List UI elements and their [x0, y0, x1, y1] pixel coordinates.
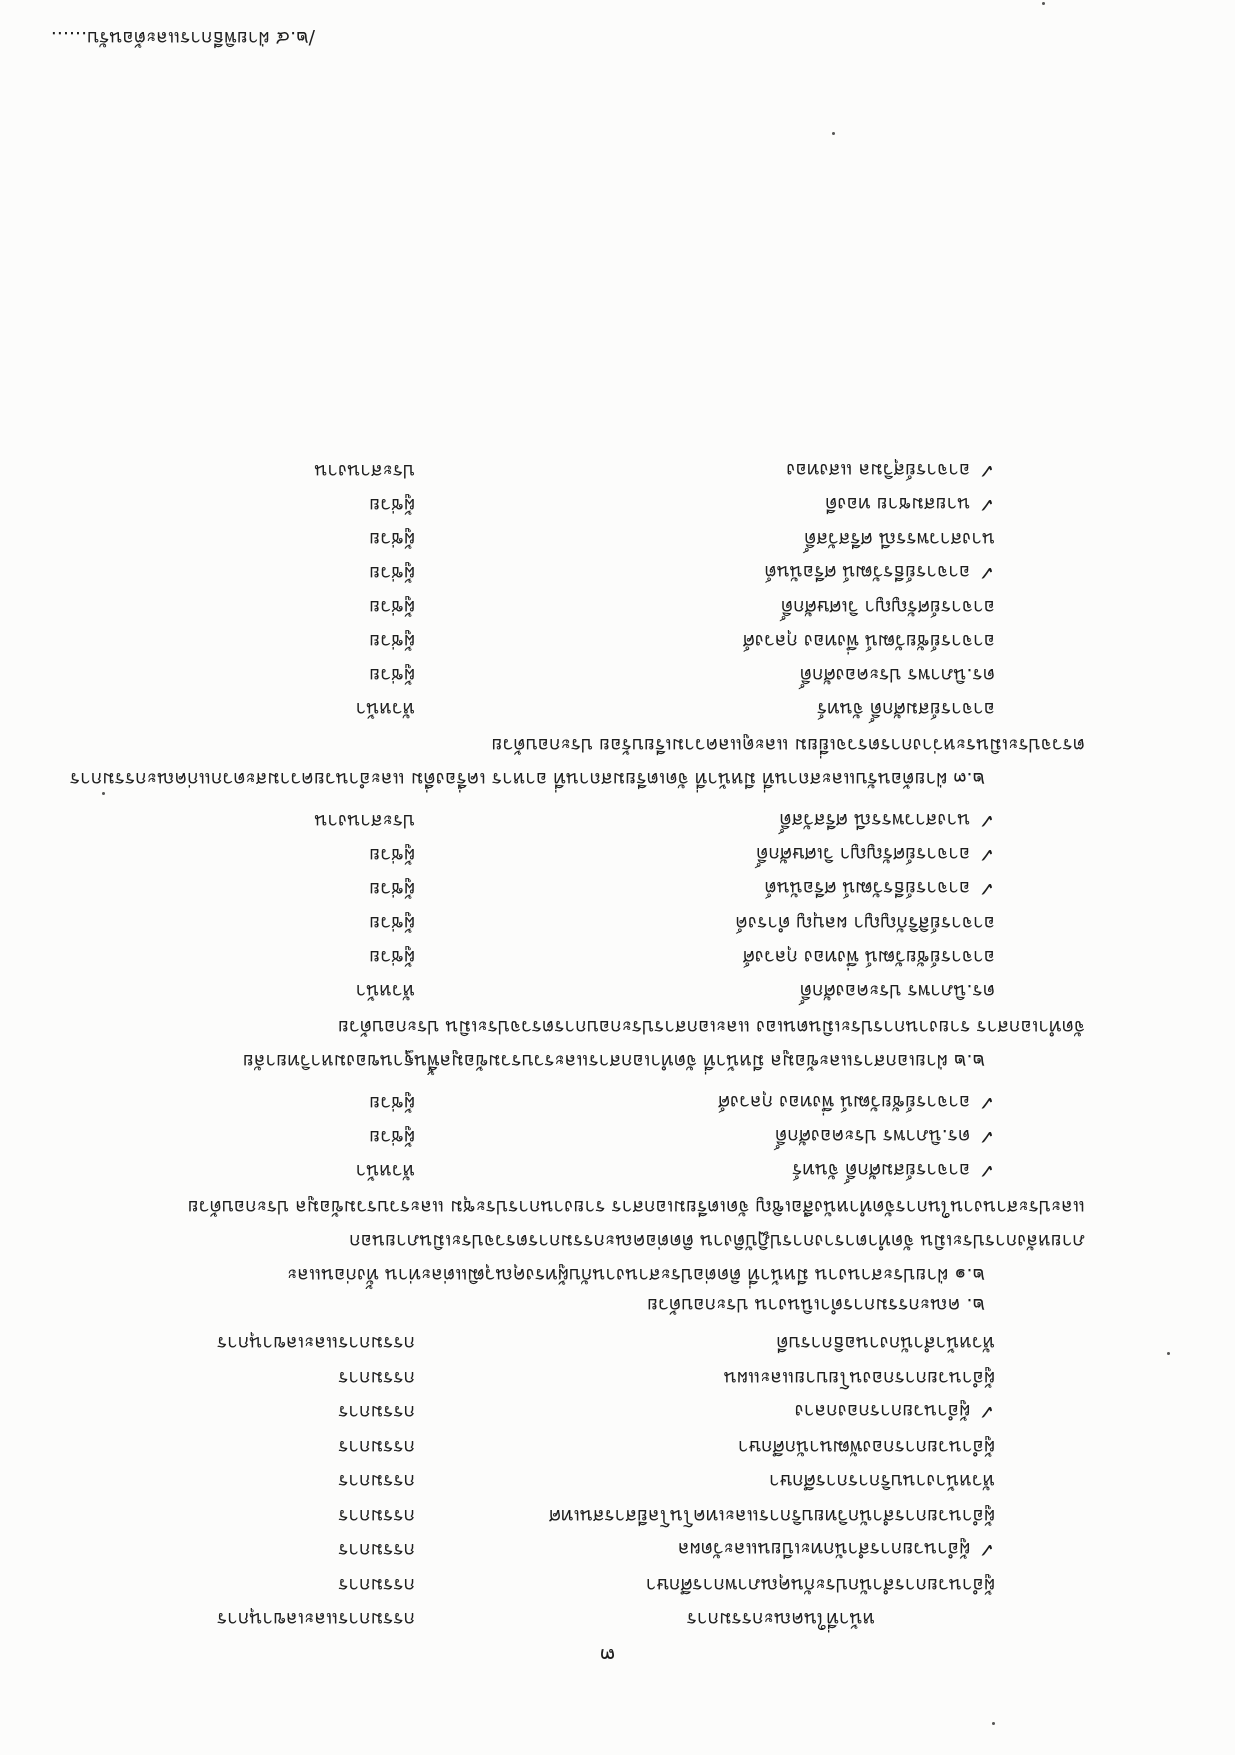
check-mark-icon: ✓ — [978, 877, 995, 901]
member-name-text: อาจารย์ธีรวัฒน์ ศรีอนันต์ — [764, 877, 971, 899]
member-name-text: นางสาวพรรณี ศรีสวัสดิ์ — [804, 528, 995, 550]
roster-header-role: กรรมการและเลขานุการ — [216, 1608, 415, 1630]
member-role: ผู้ช่วย — [369, 596, 415, 618]
member-name — [817, 697, 995, 721]
scan-speck — [992, 1722, 995, 1725]
check-mark-icon: ✓ — [978, 1091, 995, 1115]
member-name-text: ดร.นิภาพร ประคองศักดิ์ — [774, 1125, 971, 1147]
paragraph-line: ๒.๒ ฝ่ายเอกสารและข้อมูล มีหน้าที่ จัดทำเอกสารและรวบรวมข้อมูลพื้นฐานของมหาวิทยาลัย — [242, 1050, 985, 1072]
member-name-text: อาจารย์ชัยวัฒน์ พึ่งทอง กุลวงศ์ — [717, 1091, 971, 1113]
paragraph-line: ๒.๑ ฝ่ายประสานงาน มีหน้าที่ ติดต่อประสานงานกับผู้ทรงคุณวุฒิแต่ละท่าน ทั้งก่อนและ — [287, 1264, 985, 1286]
member-name — [795, 1400, 995, 1425]
check-mark-icon: ✓ — [978, 493, 995, 517]
check-mark-icon: ✓ — [978, 459, 995, 483]
member-name-text: อาจารย์ชัยวัฒน์ พึ่งทอง กุลวงศ์ — [742, 630, 995, 652]
member-name — [781, 595, 995, 619]
member-name-text: ผู้อำนวยการสำนักประกันคุณภาพการศึกษา — [645, 1574, 995, 1596]
member-name-text: อาจารย์สมศักดิ์ จันทร์ — [792, 1159, 971, 1181]
member-name — [735, 911, 995, 935]
member-role: กรรมการ — [338, 1574, 415, 1596]
member-name — [743, 945, 995, 969]
member-role: กรรมการ — [338, 1401, 415, 1424]
member-role: ผู้ช่วย — [369, 912, 415, 934]
member-name — [786, 458, 995, 483]
check-mark-icon: ✓ — [978, 561, 995, 585]
scan-speck — [1167, 1352, 1170, 1355]
check-mark-icon: ✓ — [978, 1125, 995, 1149]
member-name — [549, 1504, 995, 1528]
member-name-text: นายสมชาย ทองดี — [825, 493, 971, 515]
check-mark-icon: ✓ — [978, 1159, 995, 1183]
member-name-text: ดร.นิภาพร ประคองศักดิ์ — [799, 980, 995, 1002]
check-mark-icon: ✓ — [978, 1538, 995, 1563]
member-name — [743, 629, 995, 653]
paragraph-line: จัดทำเอกสาร รายงานการประเมินตนเอง และเอกสารประกอบการตรวจประเมิน ประกอบด้วย — [337, 1016, 1085, 1038]
member-name-text: ผู้อำนวยการกองนโยบายและแผน — [723, 1367, 995, 1389]
member-name-text: อาจารย์สมศักดิ์ จันทร์ — [816, 698, 995, 720]
roster-header-duty: หน้าที่ในคณะกรรมการ — [686, 1608, 875, 1630]
member-role: ผู้ช่วย — [369, 562, 415, 584]
check-mark-icon: ✓ — [978, 1400, 995, 1425]
member-name-text: อาจารย์ศรัญญา วิเศษศักดิ์ — [780, 596, 995, 618]
member-role: กรรมการ — [338, 1436, 415, 1458]
member-name-text: ผู้อำนวยการกองกลาง — [794, 1400, 971, 1423]
member-role: ผู้ช่วย — [369, 494, 415, 516]
member-role: หัวหน้า — [355, 980, 415, 1002]
member-name — [764, 560, 995, 585]
page-number: ๓ — [599, 1643, 615, 1668]
member-name — [804, 527, 995, 551]
member-name-text: อาจารย์ธีรวัฒน์ ศรีอนันต์ — [764, 561, 971, 583]
paragraph-line: ตรวจประเมินระหว่างการตรวจเยี่ยม และดูแลความเรียบร้อย ประกอบด้วย — [491, 734, 1085, 756]
member-role: ประสานงาน — [314, 810, 415, 832]
section-2-heading: ๒. คณะกรรมการดำเนินงาน ประกอบด้วย — [646, 1294, 985, 1316]
scan-speck — [832, 132, 835, 135]
check-mark-icon: ✓ — [978, 843, 995, 867]
continuation-note: /๒.๔ ฝ่ายพิธีการและต้อนรับ...... — [50, 27, 315, 49]
member-name — [718, 1090, 995, 1115]
member-role: ผู้ช่วย — [369, 664, 415, 686]
member-role: ผู้ช่วย — [369, 528, 415, 550]
member-role: กรรมการ — [338, 1539, 415, 1562]
member-name — [792, 1158, 995, 1183]
member-role: ผู้ช่วย — [369, 1126, 415, 1148]
member-name — [779, 808, 995, 833]
paragraph-line: ภายหลังการประเมิน จัดทำตารางการปฏิบัติงาน ติดต่อคณะกรรมการตรวจประเมินภายนอก — [349, 1230, 1085, 1252]
member-name — [775, 1124, 995, 1149]
member-role: หัวหน้า — [355, 698, 415, 720]
member-role: ผู้ช่วย — [369, 1092, 415, 1114]
member-name — [800, 663, 995, 687]
member-name — [646, 1573, 995, 1597]
member-name — [724, 1366, 995, 1390]
member-name-text: ผู้อำนวยการสำนักทะเบียนและวัดผล — [677, 1538, 971, 1561]
member-role: กรรมการ — [338, 1470, 415, 1493]
member-role: กรรมการ — [338, 1367, 415, 1389]
member-name-text: อาจารย์ชัยวัฒน์ พึ่งทอง กุลวงศ์ — [742, 946, 995, 968]
check-mark-icon: ✓ — [978, 809, 995, 833]
member-role: กรรมการและเลขานุการ — [216, 1332, 415, 1355]
member-name — [800, 979, 995, 1003]
member-name — [756, 842, 995, 867]
member-role: ผู้ช่วย — [369, 946, 415, 968]
member-name — [738, 1435, 995, 1459]
member-name-text: หัวหน้างานบริการการศึกษา — [768, 1470, 995, 1493]
member-role: หัวหน้า — [355, 1160, 415, 1182]
member-role: ผู้ช่วย — [369, 844, 415, 866]
member-name — [764, 876, 995, 901]
member-name-text: ดร.นิภาพร ประคองศักดิ์ — [799, 664, 995, 686]
paragraph-line: ๒.๓ ฝ่ายต้อนรับและสถานที่ มีหน้าที่ จัดเตรียมสถานที่ อาหาร เครื่องดื่ม และอำนวยความสะดวกแก่คณะกรรมการ — [69, 768, 985, 790]
member-name — [769, 1470, 995, 1494]
scan-speck — [1042, 2, 1045, 5]
member-role: กรรมการ — [338, 1505, 415, 1527]
member-role: ผู้ช่วย — [369, 630, 415, 652]
member-name — [678, 1538, 995, 1563]
member-name-text: อาจารย์ศรัญญา วิเศษศักดิ์ — [756, 843, 971, 865]
member-name-text: ผู้อำนวยการกองพัฒนานักศึกษา — [737, 1436, 995, 1458]
member-name — [825, 492, 995, 517]
member-name — [776, 1332, 995, 1356]
paragraph-line: และประสานงานในการจัดทำหนังสือเชิญ จัดเตรียมเอกสาร รายงานการประชุม และรวบรวมข้อมูล ประกอบด้วย — [187, 1196, 1085, 1218]
member-name-text: หัวหน้าสำนักงานอธิการบดี — [776, 1332, 995, 1355]
member-name-text: อาจารย์สิริกัญญา ผลบุญ ดำรงค์ — [735, 912, 995, 934]
member-role: ผู้ช่วย — [369, 878, 415, 900]
member-role: ประสานงาน — [314, 460, 415, 482]
member-name-text: อาจารย์สุวิมล แสงทอง — [786, 459, 971, 481]
member-name-text: ผู้อำนวยการสำนักวิทยบริการและเทคโนโลยีสารสนเทศ — [548, 1505, 995, 1527]
member-name-text: นางสาวพรรณี ศรีสวัสดิ์ — [779, 809, 971, 831]
scan-speck — [102, 792, 105, 795]
